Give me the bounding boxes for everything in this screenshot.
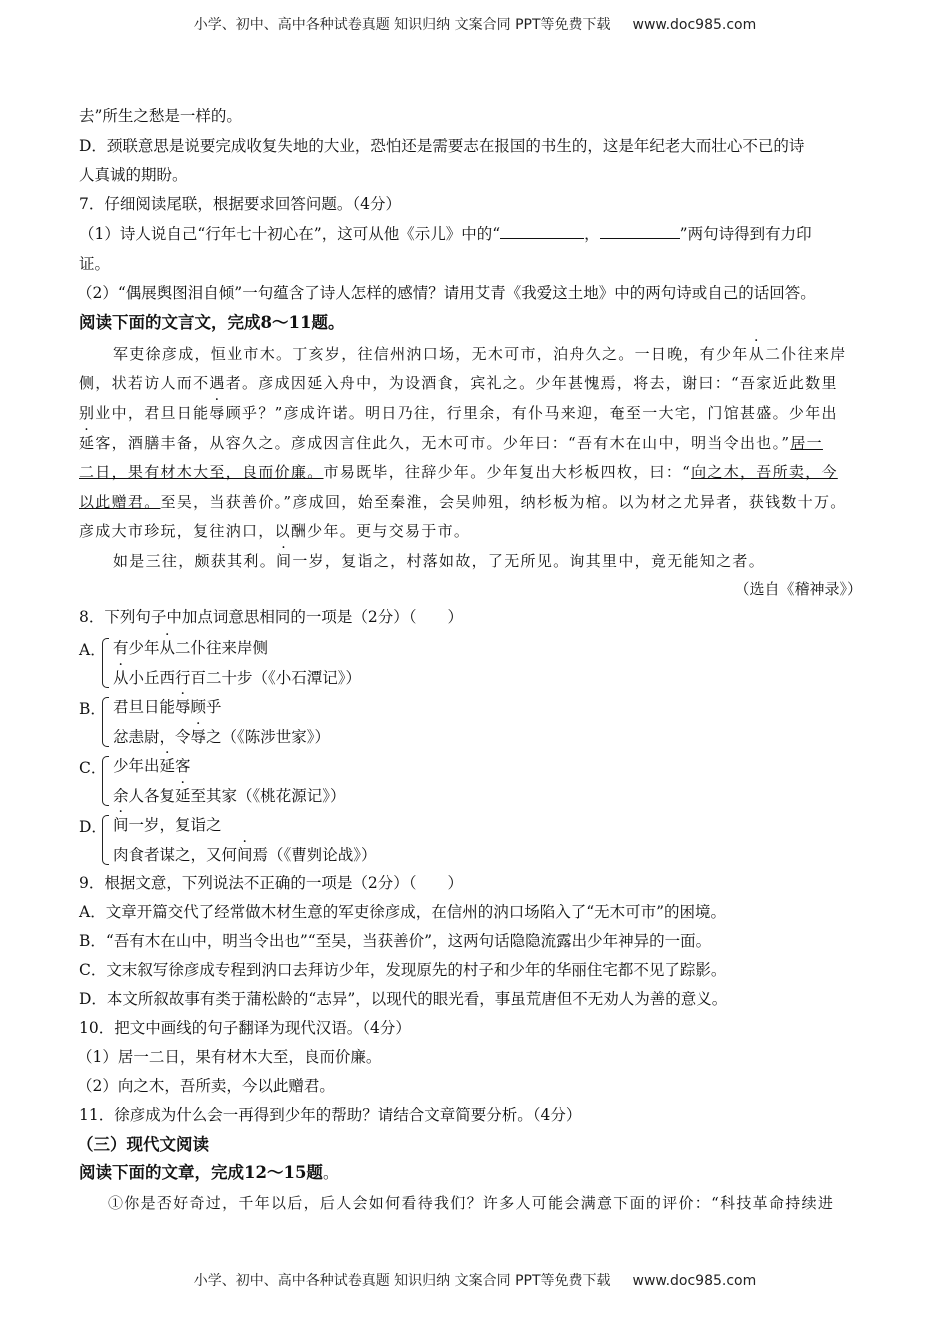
instruction-range: 12～15题 [244,1163,323,1182]
q7-part1-text-b: ”两句诗得到有力印 [679,225,812,243]
q8-title: 8．下列句子中加点词意思相同的一项是（2分）（ ） [79,608,463,626]
dotted-char: 从 [748,345,766,363]
passage-line-5 [79,462,838,482]
section-modern-title: （三）现代文阅读 [77,1135,209,1154]
passage-line-3 [79,403,838,423]
passage-line-4 [79,433,823,453]
passage-text: 军吏徐彦成，恒业市木。丁亥岁，往信州汭口场，无木可市，泊舟久之。一日晚，有少年 [113,345,749,363]
q7-part1-sep: ， [584,225,600,243]
dotted-char: 延 [159,757,176,775]
q8-option-a-letter[interactable]: A． [79,641,106,659]
dotted-char: 辱 [175,698,191,716]
footer-site-link[interactable]: www.doc985.com [632,1273,757,1289]
passage-text: 顾乎？”彦成许诺。明日乃往，行里余，有仆马来迎，奄至一大宅，门馆甚盛。少年出 [225,404,838,422]
dotted-char: 辱 [190,728,207,746]
option-text: 至其家（《桃花源记》） [190,787,346,805]
section-modern-instruction [79,1163,338,1183]
q11-title: 11．徐彦成为什么会一再得到少年的帮助？请结合文章简要分析。（4分） [79,1106,582,1124]
option-text: 小丘西行百二十步（《小石潭记》） [128,669,362,687]
option-text: 一岁，复诣之 [128,816,222,834]
section-classical-title: 阅读下面的文言文，完成8～11题。 [79,313,345,332]
q8-option-c-line2 [113,786,346,806]
footer-text: 小学、初中、高中各种试卷真题 知识归纳 文案合同 PPT等免费下载 [193,1273,611,1289]
passage-text: 客，酒膳丰备，从容久之。彦成因言住此久，无木可市。少年曰：“吾有木在山中，明当令出也。” [95,434,791,452]
underlined-text: 二日，果有材木大至，良而价廉。 [79,463,324,481]
dotted-char: 延 [79,434,96,452]
passage-line-1 [113,344,847,364]
brace-icon [102,697,109,747]
q7-title: 7．仔细阅读尾联，根据要求回答问题。（4分） [79,195,401,213]
option-text: 二仆往来岸侧 [175,639,269,657]
passage-text: 至吴，当获善价。”彦成回，始至秦淮，会吴帅殂，纳杉板为棺。以为材之尤异者，获钱数十万。 [160,493,847,511]
instruction-text: 阅读下面的文章，完成 [79,1163,244,1182]
brace-icon [102,638,109,688]
passage-text: 二仆往来岸 [765,345,847,363]
dotted-char: 辱 [209,404,226,422]
q6-option-d: D．颈联意思是说要完成收复失地的大业，恐怕还是需要志在报国的书生的，这是年纪老大而壮心不已的诗 [79,137,805,155]
answer-blank-1[interactable] [500,224,584,239]
q10-title: 10．把文中画线的句子翻译为现代汉语。（4分） [79,1019,411,1037]
q8-option-b-line1 [113,697,222,717]
passage-text: 市易既毕，往辞少年。少年复出大杉板四枚，曰：“ [323,463,692,481]
option-text: 忿恚尉，令 [113,728,191,746]
q8-option-d-line1 [113,815,222,835]
passage-line-8 [113,551,765,571]
page-footer [0,1270,950,1290]
option-text: 君旦日能 [113,698,176,716]
dotted-char: 间 [276,552,293,570]
option-text: 焉（《曹刿论战》） [252,846,377,864]
passage-line-6 [79,492,847,512]
dotted-char: 从 [159,639,176,657]
option-text: 少年出 [113,757,160,775]
answer-blank-2[interactable] [600,224,680,239]
q9-option-c[interactable]: C．文末叙写徐彦成专程到汭口去拜访少年，发现原先的村子和少年的华丽住宅都不见了踪影。 [79,961,727,979]
q7-part1 [79,224,812,244]
q7-part1-cont: 证。 [79,255,111,273]
q8-option-c-letter[interactable]: C． [79,759,107,777]
option-text: 之（《陈涉世家》） [206,728,331,746]
header-text: 小学、初中、高中各种试卷真题 知识归纳 文案合同 PPT等免费下载 [193,17,611,33]
modern-paragraph-1: ①你是否好奇过，千年以后，后人会如何看待我们？许多人可能会满意下面的评价：“科技革命持续进 [108,1194,835,1212]
option-text: 顾乎 [190,698,222,716]
q9-title: 9．根据文意，下列说法不正确的一项是（2分）（ ） [79,874,463,892]
q8-option-d-letter[interactable]: D． [79,818,107,836]
q8-option-a-line2 [113,668,361,688]
passage-line-7: 彦成大市珍玩，复往汭口，以酬少年。更与交易于市。 [79,522,471,540]
dotted-char: 间 [237,846,253,864]
passage-text: 一岁，复诣之，村落如故，了无所见。询其里中，竟无能知之者。 [292,552,766,570]
option-text: 客 [175,757,191,775]
passage-line-2: 侧，状若访人而不遇者。彦成因延入舟中，为设酒食，宾礼之。少年甚愧焉，将去，谢曰：“吾家近此数里 [79,374,838,392]
option-text: 肉食者谋之，又何 [113,846,238,864]
q9-option-b[interactable]: B．“吾有木在山中，明当令出也”“至吴，当获善价”，这两句话隐隐流露出少年神异的一面。 [79,932,712,950]
underlined-text: 以此赠君。 [79,493,161,511]
option-text: 有少年 [113,639,160,657]
page-header [0,14,950,34]
instruction-end: 。 [322,1164,339,1182]
brace-icon [102,815,109,865]
q8-option-b-letter[interactable]: B． [79,700,106,718]
q8-option-c-line1 [113,756,191,776]
q9-option-d[interactable]: D．本文所叙故事有类于蒲松龄的“志异”，以现代的眼光看，事虽荒唐但不无劝人为善的意义。 [79,990,728,1008]
passage-source: （选自《稽神录》） [734,580,862,598]
brace-icon [102,756,109,806]
q9-option-a[interactable]: A．文章开篇交代了经常做木材生意的军吏徐彦成，在信州的汭口场陷入了“无木可市”的困境。 [79,903,727,921]
q7-part1-text-a: （1）诗人说自己“行年七十初心在”，这可从他《示儿》中的“ [79,225,501,243]
dotted-char: 延 [175,787,191,805]
q6-c-tail: 去”所生之愁是一样的。 [79,107,242,125]
q8-option-a-line1 [113,638,268,658]
underlined-text: 向之木，吾所卖，今 [691,463,838,481]
q8-option-d-line2 [113,845,377,865]
q10-sentence-2: （2）向之木，吾所卖，今以此赠君。 [77,1077,335,1095]
header-site-link[interactable]: www.doc985.com [632,17,757,33]
passage-text: 别业中，君旦日能 [79,404,210,422]
q10-sentence-1: （1）居一二日，果有材木大至，良而价廉。 [77,1048,382,1066]
underlined-text: 居一 [790,434,823,452]
q8-option-b-line2 [113,727,330,747]
passage-text: 如是三往，颇获其利。 [113,552,277,570]
dotted-char: 间 [113,816,129,834]
q7-part2: （2）“偶展舆图泪自倾”一句蕴含了诗人怎样的感情？请用艾青《我爱这土地》中的两句诗或自己的话回答。 [77,284,816,302]
q6-option-d-cont: 人真诚的期盼。 [79,166,188,184]
option-text: 余人各复 [113,787,176,805]
dotted-char: 从 [113,669,129,687]
